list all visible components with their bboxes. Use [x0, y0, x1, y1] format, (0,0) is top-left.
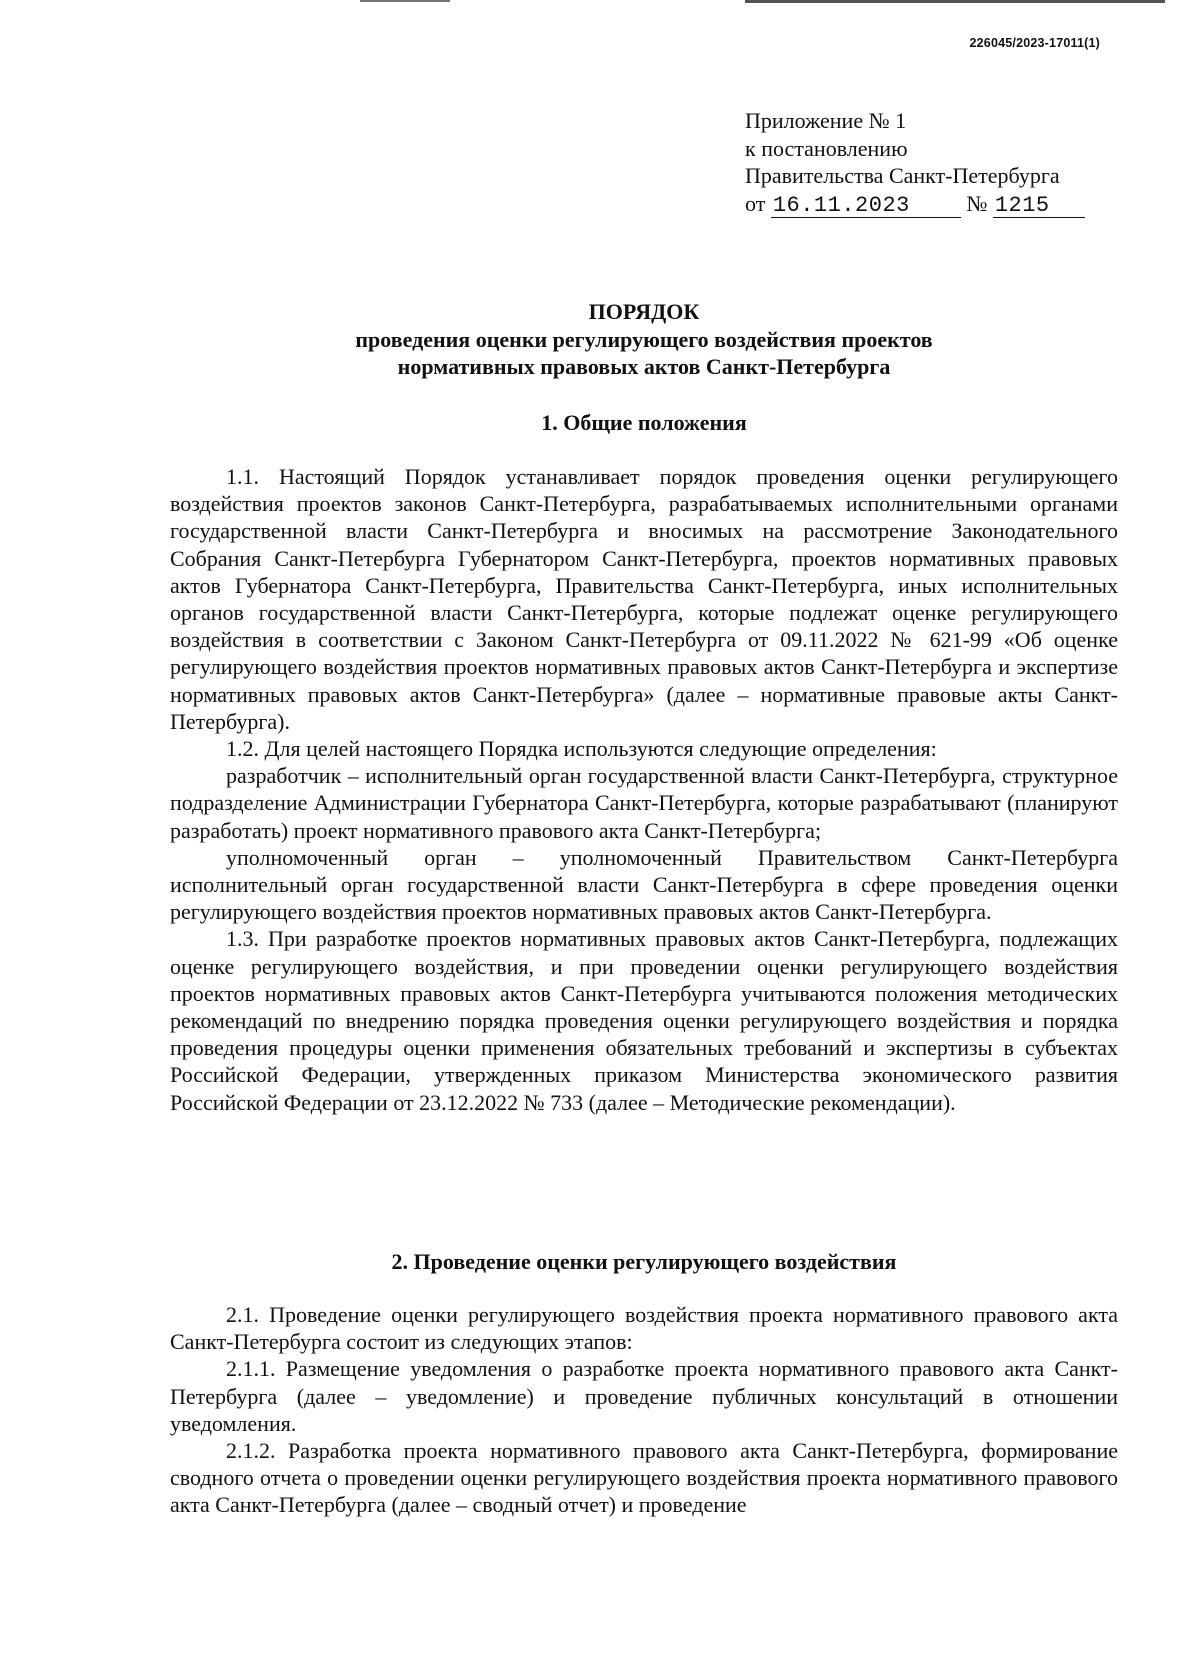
appendix-line-1: Приложение № 1: [745, 108, 907, 133]
paragraph-1-3: 1.3. При разработке проектов нормативных правовых актов Санкт-Петербурга, подлежащих оценке регулирующего воздействия, и при проведении оценки регулирующего воздействия проектов нормативных правовых актов Санкт-Петербурга учитываются положения методических рекомендаций по внедрению порядка проведения оценки регулирующего воздействия и порядка проведения процедуры оценки применения обязательных требований и экспертизы в субъектах Российской Федерации, утвержденных приказом Министерства экономического развития Российской Федерации от 23.12.2022 № 733 (далее – Методические рекомендации).: [170, 926, 1118, 1115]
section-1-heading: 1. Общие положения: [541, 410, 747, 435]
paragraph-1-2: 1.2. Для целей настоящего Порядка используются следующие определения:: [226, 736, 937, 762]
paragraph-2-1-2: 2.1.2. Разработка проекта нормативного правового акта Санкт-Петербурга, формирование сводного отчета о проведении оценки регулирующего воздействия проекта нормативного правового акта Санкт-Петербурга (далее – сводный отчет) и проведение: [170, 1438, 1118, 1518]
from-label: от: [745, 190, 766, 216]
resolution-date: 16.11.2023: [771, 195, 961, 218]
section-2-body: [170, 1301, 1118, 1519]
appendix-line-2: к постановлению: [745, 135, 908, 161]
document-subtitle-line-1: проведения оценки регулирующего воздействия проектов: [355, 327, 933, 352]
paragraph-1-1: 1.1. Настоящий Порядок устанавливает порядок проведения оценки регулирующего воздействия проектов законов Санкт-Петербурга, разрабатываемых исполнительными органами государственной власти Санкт-Петербурга и вносимых на рассмотрение Законодательного Собрания Санкт-Петербурга Губернатором Санкт-Петербурга, проектов нормативных правовых актов Губернатора Санкт-Петербурга, Правительства Санкт-Петербурга, иных исполнительных органов государственной власти Санкт-Петербурга, которые подлежат оценке регулирующего воздействия в соответствии с Законом Санкт-Петербурга от 09.11.2022 № 621-99 «Об оценке регулирующего воздействия проектов нормативных правовых актов Санкт-Петербурга и экспертизе нормативных правовых актов Санкт-Петербурга» (далее – нормативные правовые акты Санкт-Петербурга).: [170, 464, 1118, 734]
definition-developer: разработчик – исполнительный орган государственной власти Санкт-Петербурга, структурное подразделение Администрации Губернатора Санкт-Петербурга, которые разрабатывают (планируют разработать) проект нормативного правового акта Санкт-Петербурга;: [170, 763, 1118, 843]
appendix-block: [745, 107, 1085, 218]
document-subtitle-line-2: нормативных правовых актов Санкт-Петербурга: [397, 354, 891, 379]
appendix-date-line: [745, 190, 1085, 218]
section-1-body: [170, 463, 1118, 1116]
paragraph-2-1-1: 2.1.1. Размещение уведомления о разработке проекта нормативного правового акта Санкт-Петербурга (далее – уведомление) и проведение публичных консультаций в отношении уведомления.: [170, 1356, 1118, 1436]
document-registration-number: 226045/2023-17011(1): [969, 36, 1100, 50]
document-title: ПОРЯДОК: [588, 299, 700, 324]
resolution-number: 1215: [993, 195, 1085, 218]
appendix-line-3: Правительства Санкт-Петербурга: [745, 163, 1060, 188]
scan-artifact-right: [745, 0, 1165, 3]
scan-artifact-left: [360, 0, 450, 2]
paragraph-2-1: 2.1. Проведение оценки регулирующего воздействия проекта нормативного правового акта Санкт-Петербурга состоит из следующих этапов:: [170, 1302, 1118, 1355]
section-2-heading: 2. Проведение оценки регулирующего воздействия: [391, 1249, 897, 1274]
definition-authorized-body: уполномоченный орган – уполномоченный Правительством Санкт-Петербурга исполнительный орган государственной власти Санкт-Петербурга в сфере проведения оценки регулирующего воздействия проектов нормативных правовых актов Санкт-Петербурга.: [170, 844, 1118, 925]
number-label: №: [966, 190, 988, 216]
